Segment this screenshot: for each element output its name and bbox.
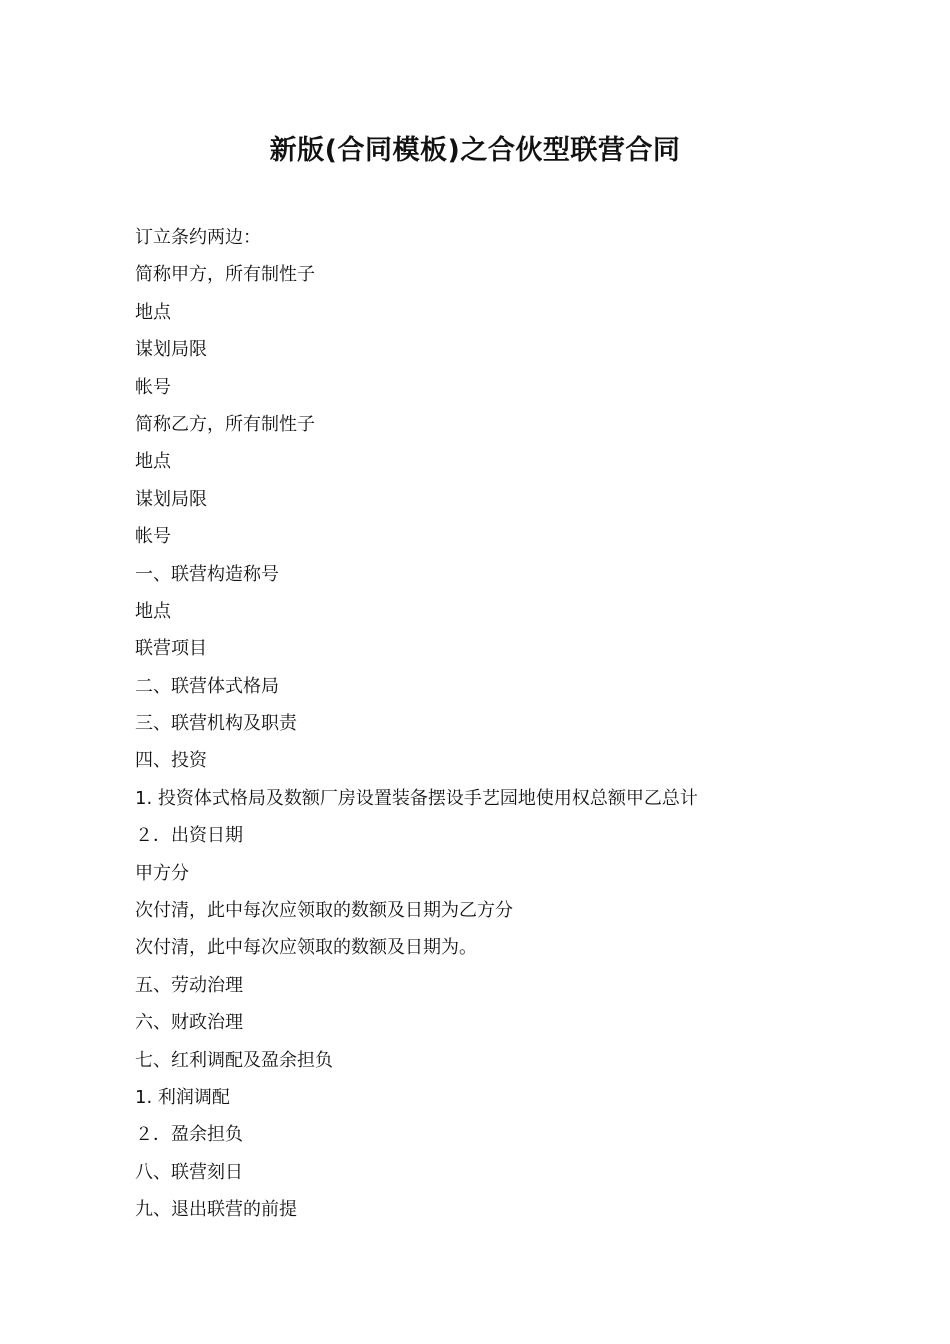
party-b-line: 简称乙方，所有制性子: [135, 413, 315, 435]
party-b-address-line: 地点: [135, 451, 171, 473]
document-line: 地点: [135, 600, 171, 622]
party-b-scope-line: 谋划局限: [135, 488, 207, 510]
section-heading: 一、联营构造称号: [135, 563, 279, 585]
section-heading: 二、联营体式格局: [135, 675, 279, 697]
document-line: 联营项目: [135, 638, 207, 660]
party-a-address-line: 地点: [135, 301, 171, 323]
document-line: ２．盈余担负: [135, 1124, 243, 1146]
document-line: 1. 投资体式格局及数额厂房设置装备摆设手艺园地使用权总额甲乙总计: [135, 787, 698, 809]
party-b-account-line: 帐号: [135, 526, 171, 548]
party-a-account-line: 帐号: [135, 376, 171, 398]
party-a-scope-line: 谋划局限: [135, 339, 207, 361]
document-line: 次付清，此中每次应领取的数额及日期为乙方分: [135, 900, 513, 922]
document-title: 新版(合同模板)之合伙型联营合同: [269, 135, 681, 166]
section-heading: 八、联营刻日: [135, 1161, 243, 1183]
section-heading: 五、劳动治理: [135, 974, 243, 996]
document-line: 1. 利润调配: [135, 1086, 230, 1108]
section-heading: 三、联营机构及职责: [135, 713, 297, 735]
section-heading: 九、退出联营的前提: [135, 1199, 297, 1221]
document-line: 次付清，此中每次应领取的数额及日期为。: [135, 937, 477, 959]
section-heading: 四、投资: [135, 750, 207, 772]
document-line: ２．出资日期: [135, 825, 243, 847]
document-body: [135, 219, 855, 1229]
document-line: 甲方分: [135, 862, 189, 884]
section-heading: 七、红利调配及盈余担负: [135, 1049, 333, 1071]
party-a-line: 简称甲方，所有制性子: [135, 264, 315, 286]
party-intro-line: 订立条约两边：: [135, 227, 261, 248]
section-heading: 六、财政治理: [135, 1012, 243, 1034]
